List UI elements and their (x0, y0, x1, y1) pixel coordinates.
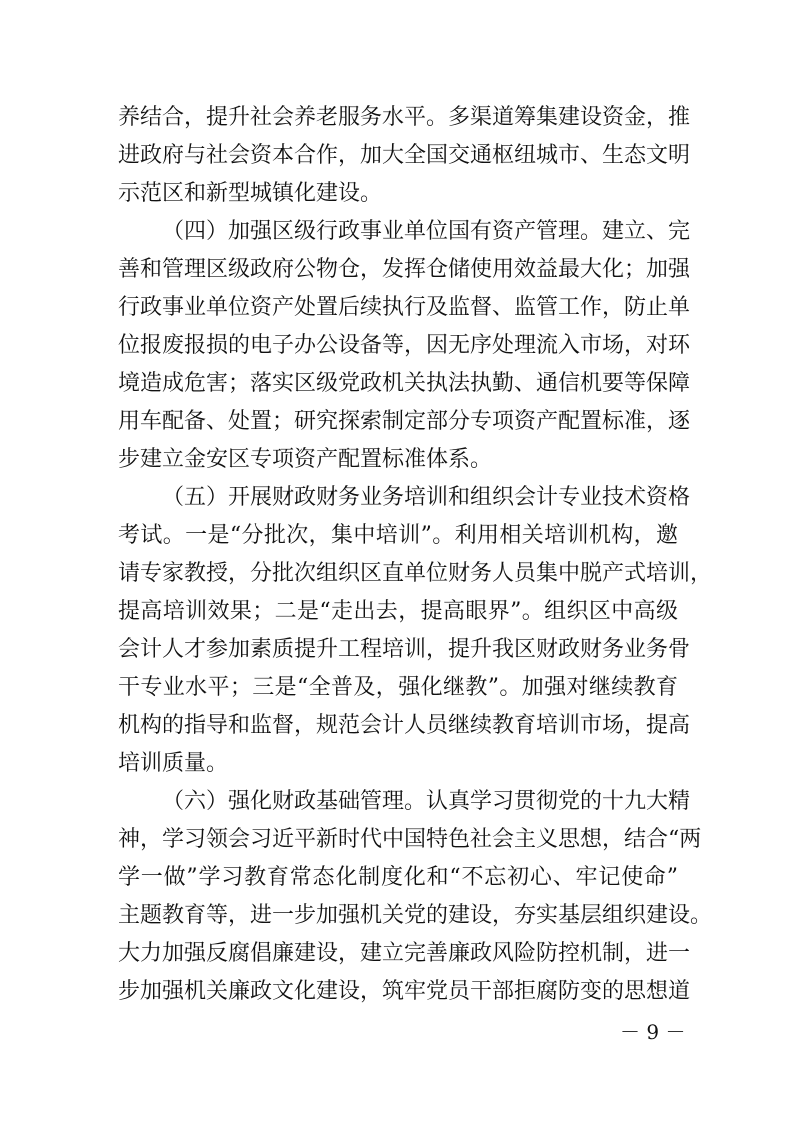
paragraph-1-line-3: 示范区和新型城镇化建设。 (118, 181, 383, 206)
paragraph-4-line-1: （六）强化财政基础管理。认真学习贯彻党的十九大精 (162, 789, 691, 814)
paragraph-2-line-1: （四）加强区级行政事业单位国有资产管理。建立、完 (162, 219, 691, 244)
paragraph-3-line-8: 培训质量。 (118, 751, 229, 776)
paragraph-3-line-3: 请专家教授，分批次组织区直单位财务人员集中脱产式培训， (118, 561, 713, 586)
page-number: － 9 － (620, 1020, 686, 1044)
paragraph-4-line-2: 神，学习领会习近平新时代中国特色社会主义思想，结合“两 (118, 827, 702, 852)
paragraph-3-line-5: 会计人才参加素质提升工程培训，提升我区财政财务业务骨 (118, 637, 691, 662)
paragraph-4-line-5: 大力加强反腐倡廉建设，建立完善廉政风险防控机制，进一 (118, 941, 691, 966)
paragraph-3-line-2: 考试。一是“分批次，集中培训”。利用相关培训机构，邀 (118, 523, 678, 548)
paragraph-2-line-3: 行政事业单位资产处置后续执行及监督、监管工作，防止单 (118, 295, 691, 320)
paragraph-1-line-1: 养结合，提升社会养老服务水平。多渠道筹集建设资金，推 (118, 105, 691, 130)
paragraph-2-line-4: 位报废报损的电子办公设备等，因无序处理流入市场，对环 (118, 333, 691, 358)
paragraph-4-line-6: 步加强机关廉政文化建设，筑牢党员干部拒腐防变的思想道 (118, 979, 691, 1004)
paragraph-3-line-4: 提高培训效果；二是“走出去，提高眼界”。组织区中高级 (118, 599, 678, 624)
paragraph-4-line-3: 学一做”学习教育常态化制度化和“不忘初心、牢记使命” (118, 865, 678, 890)
paragraph-2-line-6: 用车配备、处置；研究探索制定部分专项资产配置标准，逐 (118, 409, 691, 434)
paragraph-3-line-1: （五）开展财政财务业务培训和组织会计专业技术资格 (162, 485, 691, 510)
paragraph-2-line-5: 境造成危害；落实区级党政机关执法执勤、通信机要等保障 (118, 371, 691, 396)
paragraph-2-line-2: 善和管理区级政府公物仓，发挥仓储使用效益最大化；加强 (118, 257, 691, 282)
paragraph-3-line-7: 机构的指导和监督，规范会计人员继续教育培训市场，提高 (118, 713, 691, 738)
paragraph-3-line-6: 干专业水平；三是“全普及，强化继教”。加强对继续教育 (118, 675, 678, 700)
paragraph-1-line-2: 进政府与社会资本合作，加大全国交通枢纽城市、生态文明 (118, 143, 691, 168)
paragraph-4-line-4: 主题教育等，进一步加强机关党的建设，夯实基层组织建设。 (118, 903, 713, 928)
paragraph-2-line-7: 步建立金安区专项资产配置标准体系。 (118, 447, 493, 472)
